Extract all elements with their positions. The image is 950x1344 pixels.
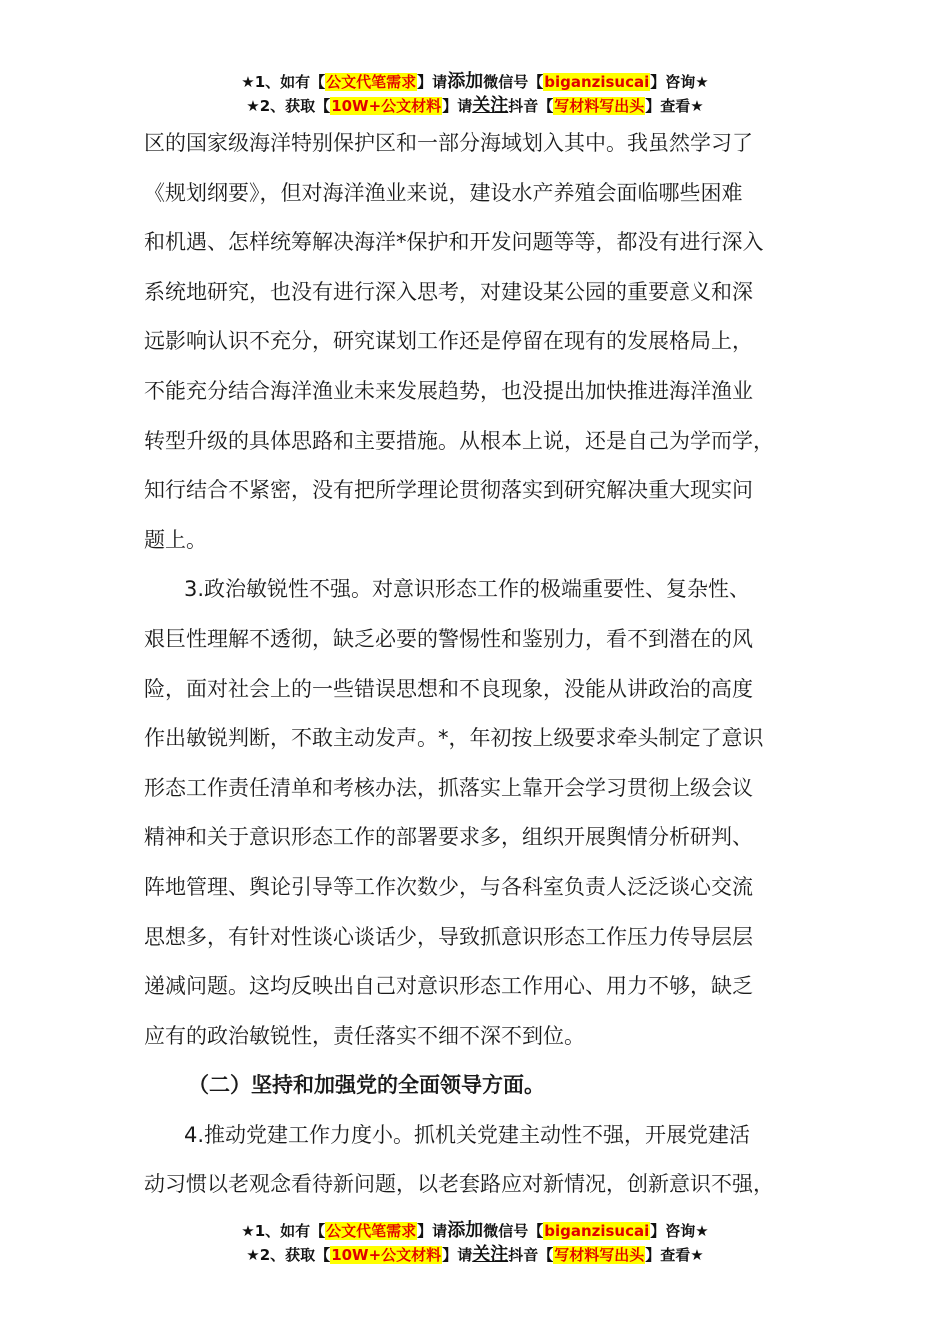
body-line: 递减问题。这均反映出自己对意识形态工作用心、用力不够，缺乏 [144,974,753,999]
body-line: 思想多，有针对性谈心谈话少，导致抓意识形态工作压力传导层层 [144,924,753,949]
banner-text: 】查看★ [645,97,704,115]
body-line: 动习惯以老观念看待新问题，以老套路应对新情况，创新意识不强， [144,1172,774,1197]
paragraph-start-line: 4.推动党建工作力度小。抓机关党建主动性不强，开展党建活 [184,1122,751,1147]
emphasis-text: 添加 [447,1220,484,1241]
wechat-id: biganzisucai [544,1222,650,1240]
body-line: 转型升级的具体思路和主要措施。从根本上说，还是自己为学而学， [144,428,774,453]
highlight-text: 公文代笔需求 [326,1222,417,1240]
banner-text: ★1、如有【 [241,1222,326,1240]
banner-text: 微信号【 [483,73,544,91]
highlight-text: 10W+公文材料 [331,97,442,115]
banner-text: 抖音【 [508,97,554,115]
body-line: 区的国家级海洋特别保护区和一部分海域划入其中。我虽然学习了 [144,131,753,155]
body-line: 险，面对社会上的一些错误思想和不良现象，没能从讲政治的高度 [144,676,753,701]
section-heading: （二）坚持和加强党的全面领导方面。 [188,1073,545,1098]
document-body [144,119,824,1210]
banner-text: ★1、如有【 [241,73,326,91]
banner-text: 】查看★ [645,1246,704,1264]
body-line: 知行结合不紧密，没有把所学理论贯彻落实到研究解决重大现实问 [144,478,753,503]
banner-line-2 [0,1243,950,1267]
banner-text: 】咨询★ [650,73,709,91]
banner-text: ★2、获取【 [246,1246,331,1264]
body-line: 系统地研究，也没有进行深入思考，对建设某公园的重要意义和深 [144,279,753,304]
header-banner [0,70,950,118]
banner-text: 抖音【 [508,1246,554,1264]
body-line: 作出敏锐判断，不敢主动发声。*，年初按上级要求牵头制定了意识 [144,726,764,751]
banner-text: 微信号【 [483,1222,544,1240]
footer-banner [0,1219,950,1267]
emphasis-text: 关注 [472,1244,509,1265]
banner-line-1 [0,70,950,94]
highlight-text: 10W+公文材料 [331,1246,442,1264]
banner-text: 】请 [417,73,448,91]
banner-text: 】请 [417,1222,448,1240]
douyin-account: 写材料写出头 [554,97,645,115]
body-line: 艰巨性理解不透彻，缺乏必要的警惕性和鉴别力，看不到潜在的风 [144,626,753,651]
banner-text: 】请 [442,97,473,115]
body-line: 阵地管理、舆论引导等工作次数少，与各科室负责人泛泛谈心交流 [144,874,753,899]
highlight-text: 公文代笔需求 [326,73,417,91]
body-line: 不能充分结合海洋渔业未来发展趋势，也没提出加快推进海洋渔业 [144,378,753,403]
body-line: 《规划纲要》，但对海洋渔业来说，建设水产养殖会面临哪些困难 [144,180,743,205]
banner-line-1 [0,1219,950,1243]
paragraph-start-line: 3.政治敏锐性不强。对意识形态工作的极端重要性、复杂性、 [184,577,751,602]
emphasis-text: 关注 [472,95,509,116]
wechat-id: biganzisucai [544,73,650,91]
body-line: 精神和关于意识形态工作的部署要求多，组织开展舆情分析研判、 [144,825,753,850]
body-line: 形态工作责任清单和考核办法，抓落实上靠开会学习贯彻上级会议 [144,775,753,800]
banner-text: 】请 [442,1246,473,1264]
body-line: 题上。 [144,527,207,552]
banner-line-2 [0,94,950,118]
body-line: 远影响认识不充分，研究谋划工作还是停留在现有的发展格局上， [144,329,753,354]
banner-text: ★2、获取【 [246,97,331,115]
body-line: 应有的政治敏锐性，责任落实不细不深不到位。 [144,1023,585,1048]
emphasis-text: 添加 [447,71,484,92]
banner-text: 】咨询★ [650,1222,709,1240]
body-line: 和机遇、怎样统筹解决海洋*保护和开发问题等等，都没有进行深入 [144,230,764,255]
douyin-account: 写材料写出头 [554,1246,645,1264]
